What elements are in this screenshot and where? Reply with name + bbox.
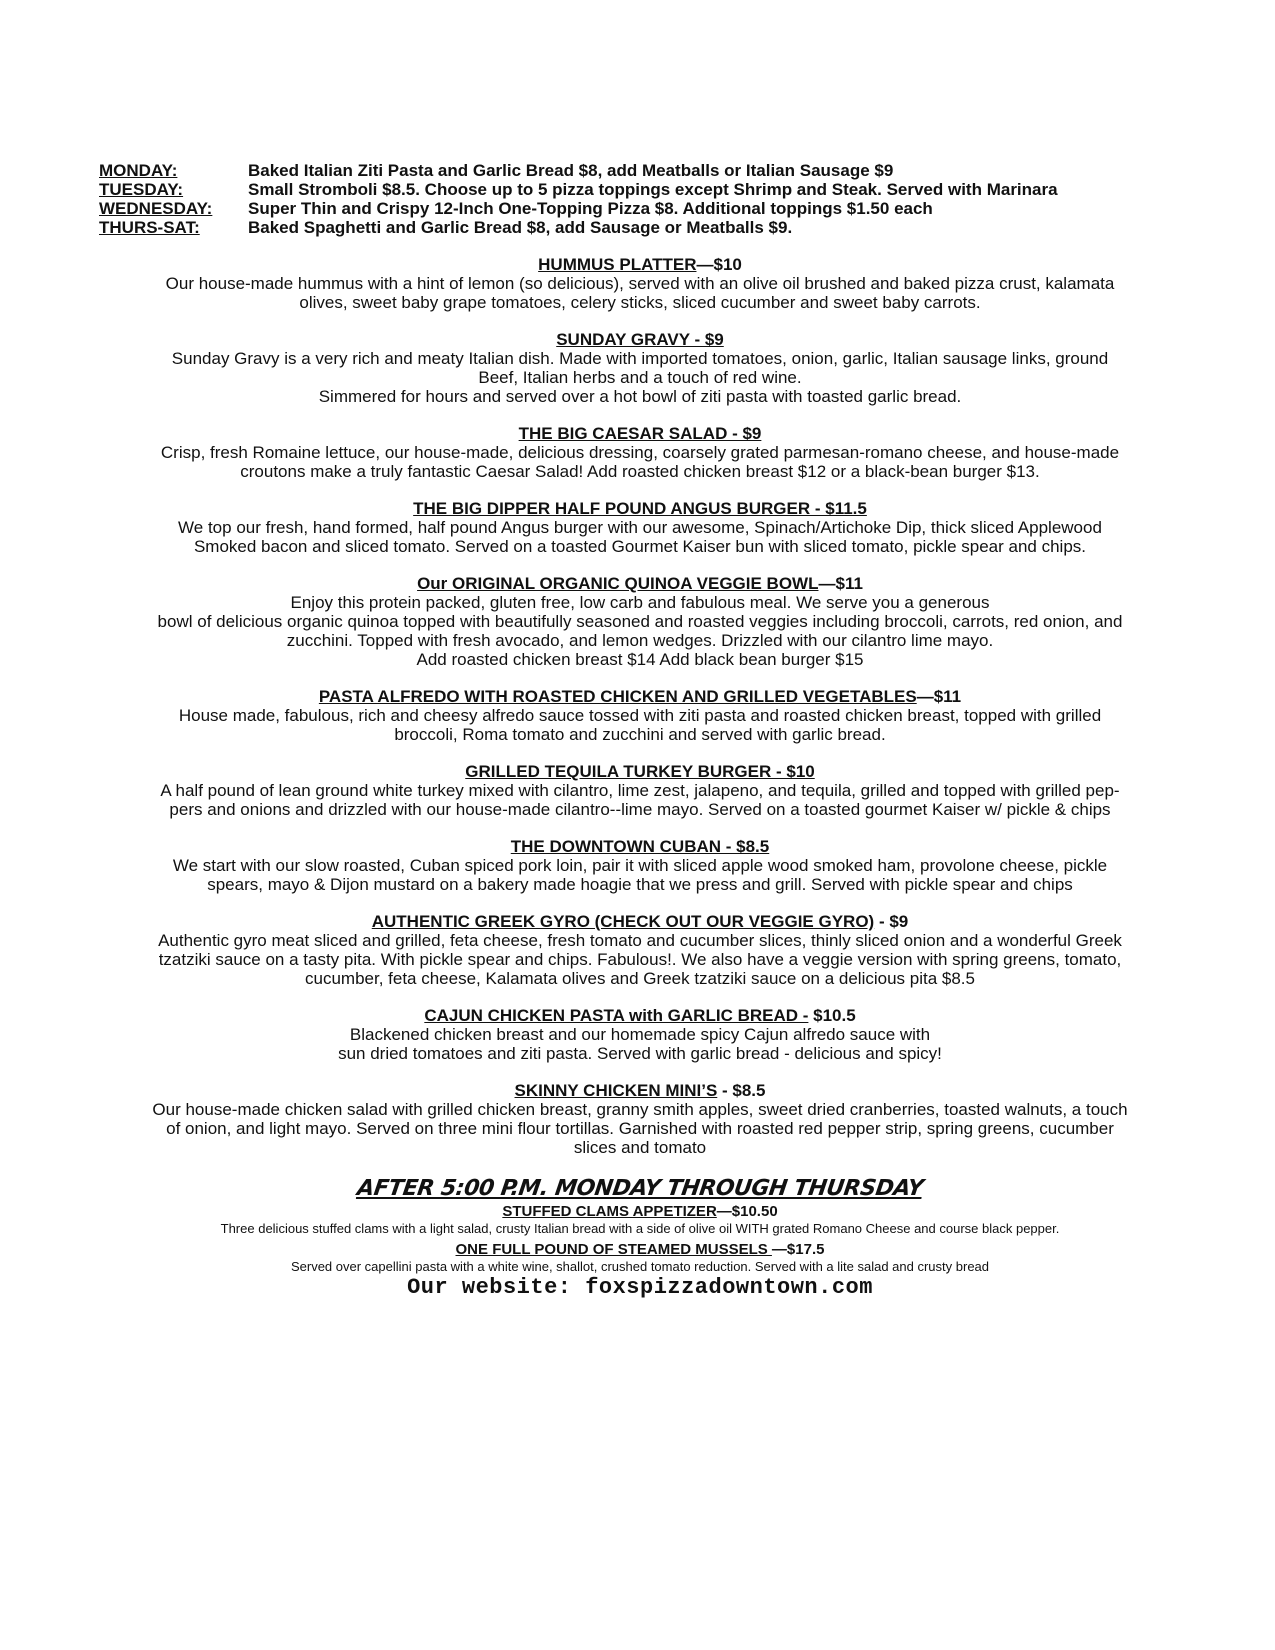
menu-item-price: —$11 — [916, 687, 962, 706]
daily-special-day: WEDNESDAY: — [99, 199, 213, 218]
menu-item-title — [95, 1203, 1185, 1221]
menu-item-title — [95, 499, 1185, 518]
menu-item-description-line: Beef, Italian herbs and a touch of red wine. — [478, 368, 802, 387]
menu-item-title — [95, 837, 1185, 856]
menu-item-price: —$11 — [818, 574, 863, 593]
daily-special-row — [99, 199, 1199, 218]
menu-item-price: - $8.5 — [717, 1081, 766, 1100]
menu-item-description-line: olives, sweet baby grape tomatoes, celery sticks, sliced cucumber and sweet baby carrots. — [299, 293, 981, 312]
menu-item-name: PASTA ALFREDO WITH ROASTED CHICKEN AND GRILLED VEGETABLES — [318, 687, 917, 706]
menu-item-description: Three delicious stuffed clams with a light salad, crusty Italian bread with a side of olive oil WITH grated Romano Cheese and course black pepper. — [220, 1221, 1060, 1236]
menu-item-name: ONE FULL POUND OF STEAMED MUSSELS — [455, 1241, 772, 1258]
after-five-heading: AFTER 5:00 P.M. MONDAY THROUGH THURSDAY — [355, 1176, 925, 1201]
menu-item-description-line: Our house-made chicken salad with grilled chicken breast, granny smith apples, sweet dried cranberries, toasted walnuts, a touch — [152, 1100, 1128, 1119]
menu-item — [95, 255, 1185, 312]
daily-special-day: THURS-SAT: — [99, 218, 200, 237]
menu-item — [95, 762, 1185, 819]
menu-item-price: —$10.50 — [716, 1203, 778, 1220]
menu-item-description-line: Our house-made hummus with a hint of lemon (so delicious), served with an olive oil brushed and baked pizza crust, kalamata — [165, 274, 1115, 293]
menu-item-description-line: A half pound of lean ground white turkey mixed with cilantro, lime zest, jalapeno, and tequila, grilled and topped with grilled pep- — [160, 781, 1120, 800]
menu-item-title — [95, 255, 1185, 274]
menu-item — [95, 837, 1185, 894]
menu-item-title — [95, 424, 1185, 443]
menu-item-name: SKINNY CHICKEN MINI’S — [514, 1081, 718, 1100]
website-text: Our website: foxspizzadowntown.com — [407, 1275, 873, 1300]
menu-item-price: $10.5 — [808, 1006, 856, 1025]
menu-item-name: HUMMUS PLATTER — [538, 255, 697, 274]
menu-item-title — [95, 330, 1185, 349]
menu-item-description-line: Sunday Gravy is a very rich and meaty Italian dish. Made with imported tomatoes, onion, garlic, Italian sausage links, ground — [171, 349, 1109, 368]
menu-item-description-line: We start with our slow roasted, Cuban spiced pork loin, pair it with sliced apple wood smoked ham, provolone cheese, pickle — [172, 856, 1108, 875]
menu-item-description-line: House made, fabulous, rich and cheesy alfredo sauce tossed with ziti pasta and roasted chicken breast, topped with grilled — [178, 706, 1102, 725]
daily-special-text: Super Thin and Crispy 12-Inch One-Topping Pizza $8. Additional toppings $1.50 each — [248, 199, 933, 218]
daily-special-text: Baked Italian Ziti Pasta and Garlic Bread $8, add Meatballs or Italian Sausage $9 — [248, 161, 894, 180]
daily-specials — [99, 161, 1199, 237]
menu-item-title — [95, 1081, 1185, 1100]
daily-special-day: MONDAY: — [99, 161, 178, 180]
menu-item-description-line: Crisp, fresh Romaine lettuce, our house-made, delicious dressing, coarsely grated parmesan-romano cheese, and house-made — [160, 443, 1120, 462]
menu-item-description-line: tzatziki sauce on a tasty pita. With pickle spear and chips. Fabulous!. We also have a veggie version with spring greens, tomato, — [158, 950, 1122, 969]
menu-item — [95, 1006, 1185, 1063]
menu-item-description-line: We top our fresh, hand formed, half pound Angus burger with our awesome, Spinach/Artichoke Dip, thick sliced Applewood — [178, 518, 1102, 537]
menu-item-price: —$17.5 — [771, 1241, 825, 1258]
menu-item-price: —$10 — [696, 255, 742, 274]
menu-item-description-line: slices and tomato — [573, 1138, 707, 1157]
menu-item-description-line: sun dried tomatoes and ziti pasta. Served with garlic bread - delicious and spicy! — [338, 1044, 942, 1063]
menu-item — [95, 499, 1185, 556]
menu-item-description-line: bowl of delicious organic quinoa topped with beautifully seasoned and roasted veggies including broccoli, carrots, red onion, and — [157, 612, 1123, 631]
menu-item-name: Our ORIGINAL ORGANIC QUINOA VEGGIE BOWL — [417, 574, 819, 593]
menu-item-name: GRILLED TEQUILA TURKEY BURGER - $10 — [465, 762, 815, 781]
menu-item — [95, 424, 1185, 481]
menu-item-name: AUTHENTIC GREEK GYRO (CHECK OUT OUR VEGGIE GYRO) — [371, 912, 875, 931]
menu-item-description-line: pers and onions and drizzled with our house-made cilantro--lime mayo. Served on a toasted gourmet Kaiser w/ pickle & chips — [169, 800, 1111, 819]
menu-item — [95, 1081, 1185, 1157]
menu-item-name: THE BIG DIPPER HALF POUND ANGUS BURGER - $11.5 — [413, 499, 867, 518]
menu-item-description: Served over capellini pasta with a white wine, shallot, crushed tomato reduction. Served with a lite salad and crusty bread — [290, 1259, 990, 1274]
menu-item-description-line: Enjoy this protein packed, gluten free, low carb and fabulous meal. We serve you a generous — [290, 593, 990, 612]
daily-special-text: Baked Spaghetti and Garlic Bread $8, add Sausage or Meatballs $9. — [248, 218, 793, 237]
menu-item-title — [95, 762, 1185, 781]
menu-item-description-line: Add roasted chicken breast $14 Add black bean burger $15 — [416, 650, 864, 669]
menu-items — [95, 255, 1185, 1175]
menu-item-description-line: croutons make a truly fantastic Caesar Salad! Add roasted chicken breast $12 or a black-bean burger $13. — [240, 462, 1040, 481]
menu-item-name: THE DOWNTOWN CUBAN - $8.5 — [510, 837, 770, 856]
menu-item-description-line: zucchini. Topped with fresh avocado, and lemon wedges. Drizzled with our cilantro lime mayo. — [286, 631, 994, 650]
menu-item-title — [95, 687, 1185, 706]
daily-special-day: TUESDAY: — [99, 180, 184, 199]
daily-special-row — [99, 161, 1199, 180]
menu-item-title — [95, 1241, 1185, 1259]
after-five-section — [95, 1175, 1185, 1301]
menu-item-price: - $9 — [874, 912, 909, 931]
menu-item-description-line: Smoked bacon and sliced tomato. Served on a toasted Gourmet Kaiser bun with sliced tomato, pickle spear and chips. — [193, 537, 1087, 556]
menu-item-description-line: Authentic gyro meat sliced and grilled, feta cheese, fresh tomato and cucumber slices, thinly sliced onion and a wonderful Greek — [158, 931, 1122, 950]
menu-item-description-line: broccoli, Roma tomato and zucchini and served with garlic bread. — [394, 725, 886, 744]
menu-item-description-line: Simmered for hours and served over a hot bowl of ziti pasta with toasted garlic bread. — [318, 387, 962, 406]
menu-item-name: CAJUN CHICKEN PASTA with GARLIC BREAD - — [424, 1006, 809, 1025]
menu-item-title — [95, 574, 1185, 593]
menu-item-name: SUNDAY GRAVY - $9 — [556, 330, 724, 349]
menu-item-description-line: Blackened chicken breast and our homemade spicy Cajun alfredo sauce with — [349, 1025, 931, 1044]
menu-item — [95, 687, 1185, 744]
daily-special-row — [99, 180, 1199, 199]
daily-special-row — [99, 218, 1199, 237]
menu-item-description-line: of onion, and light mayo. Served on three mini flour tortillas. Garnished with roasted red pepper strip, spring greens, cucumber — [166, 1119, 1114, 1138]
daily-special-text: Small Stromboli $8.5. Choose up to 5 pizza toppings except Shrimp and Steak. Served with Marinara — [248, 180, 1058, 199]
menu-item-title — [95, 1006, 1185, 1025]
menu-item-name: STUFFED CLAMS APPETIZER — [502, 1203, 717, 1220]
menu-item-description-line: spears, mayo & Dijon mustard on a bakery made hoagie that we press and grill. Served with pickle spear and chips — [207, 875, 1073, 894]
menu-item — [95, 330, 1185, 406]
menu-item-name: THE BIG CAESAR SALAD - $9 — [518, 424, 762, 443]
menu-item — [95, 912, 1185, 988]
menu-item — [95, 574, 1185, 669]
menu-item-title — [95, 912, 1185, 931]
menu-item-description-line: cucumber, feta cheese, Kalamata olives and Greek tzatziki sauce on a delicious pita $8.5 — [305, 969, 975, 988]
